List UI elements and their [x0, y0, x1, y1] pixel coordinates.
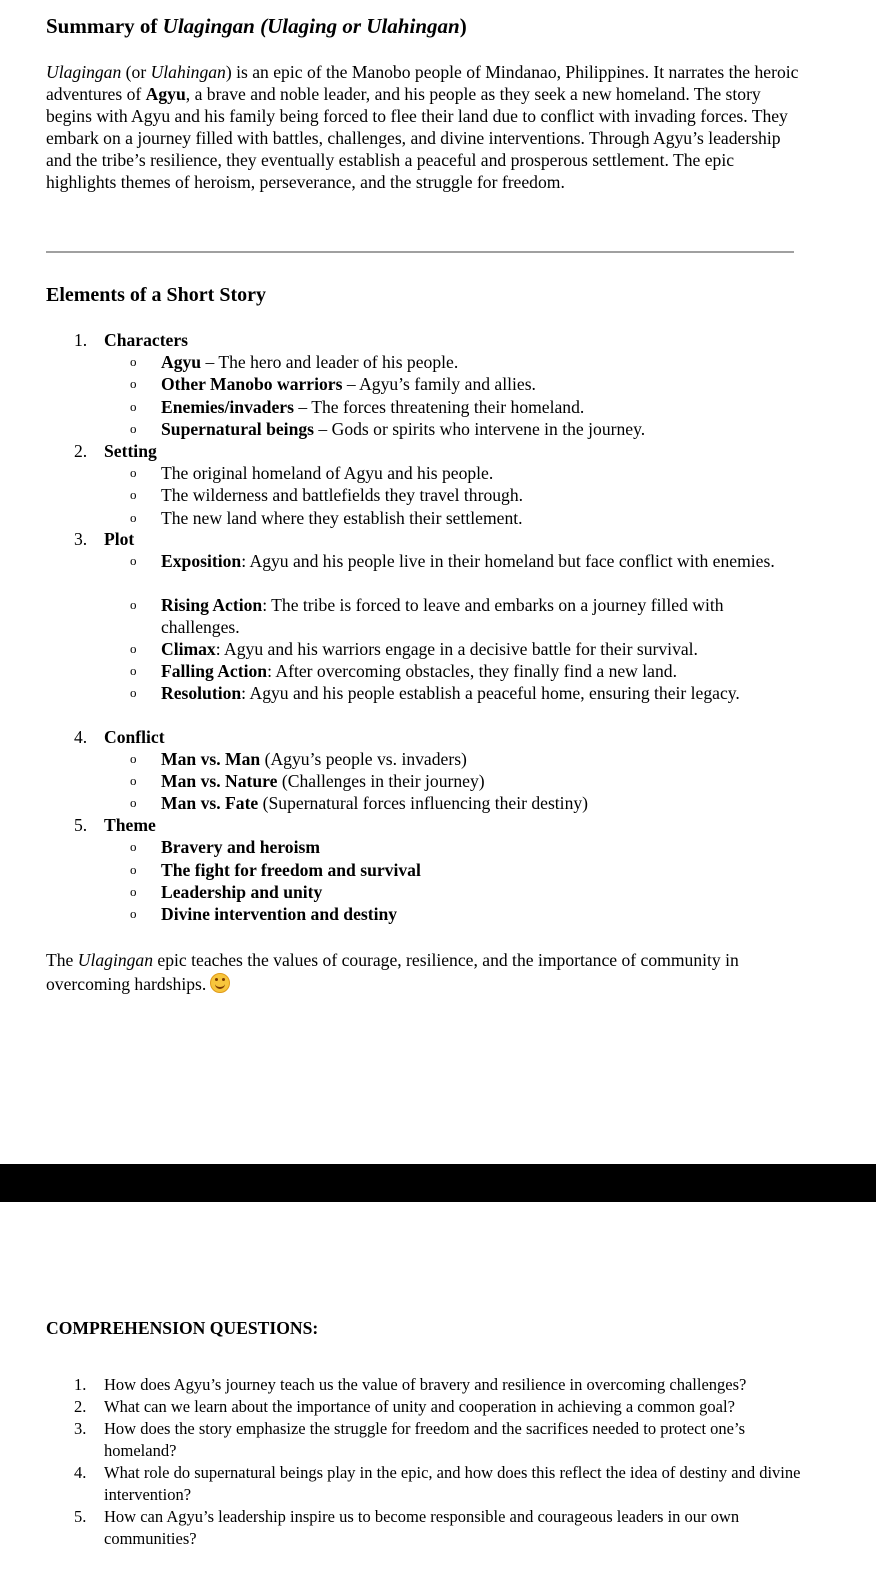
closing-paragraph: The Ulagingan epic teaches the values of courage, resilience, and the importance of community in overcoming hardships. — [46, 950, 739, 994]
list-item: Enemies/invaders – The forces threatening their homeland. — [161, 397, 585, 417]
list-item: Other Manobo warriors – Agyu’s family and allies. — [161, 374, 536, 394]
bullet-icon: o — [130, 795, 137, 810]
list-item: Resolution: Agyu and his people establish a peaceful home, ensuring their legacy. — [161, 683, 740, 703]
bullet-icon: o — [130, 487, 137, 502]
section-number: 2. — [74, 441, 88, 461]
bullet-icon: o — [130, 751, 137, 766]
list-item: Climax: Agyu and his warriors engage in a decisive battle for their survival. — [161, 639, 698, 659]
list-item: The original homeland of Agyu and his people. — [161, 463, 494, 483]
question-item: What role do supernatural beings play in the epic, and how does this reflect the idea of destiny and divine intervention? — [104, 1463, 801, 1504]
list-item: Agyu – The hero and leader of his people. — [161, 352, 459, 372]
bullet-icon: o — [130, 685, 137, 700]
section-title: Characters — [104, 330, 189, 350]
horizontal-divider — [46, 251, 794, 253]
list-item: Exposition: Agyu and his people live in their homeland but face conflict with enemies. — [161, 551, 775, 571]
list-item: The new land where they establish their settlement. — [161, 508, 523, 528]
bullet-icon: o — [130, 773, 137, 788]
question-number: 3. — [74, 1419, 87, 1438]
document-title: Summary of Ulagingan (Ulaging or Ulahingan) — [46, 14, 467, 38]
section-number: 3. — [74, 529, 88, 549]
elements-heading: Elements of a Short Story — [46, 284, 266, 306]
bullet-icon: o — [130, 553, 137, 568]
list-item: Bravery and heroism — [161, 837, 320, 857]
bullet-icon: o — [130, 641, 137, 656]
bullet-icon: o — [130, 862, 137, 877]
section-title: Plot — [104, 529, 135, 549]
list-item: Supernatural beings – Gods or spirits who intervene in the journey. — [161, 419, 646, 439]
summary-paragraph: Ulagingan (or Ulahingan) is an epic of the Manobo people of Mindanao, Philippines. It narrates the heroic adventures of Agyu, a brave and noble leader, and his people as they seek a new homeland. The story begins with Agyu and his family being forced to flee their land due to conflict with invading forces. They embark on a journey filled with battles, challenges, and divine interventions. Through Agyu’s leadership and the tribe’s resilience, they eventually establish a peaceful and prosperous settlement. The epic highlights themes of heroism, perseverance, and the struggle for freedom. — [46, 62, 799, 192]
list-item: Man vs. Man (Agyu’s people vs. invaders) — [161, 749, 467, 769]
question-item: How does the story emphasize the struggle for freedom and the sacrifices needed to protect one’s homeland? — [104, 1419, 745, 1460]
section-title: Theme — [104, 815, 156, 835]
bullet-icon: o — [130, 884, 137, 899]
bullet-icon: o — [130, 354, 137, 369]
bullet-icon: o — [130, 597, 137, 612]
list-item: Rising Action: The tribe is forced to leave and embarks on a journey filled with challenges. — [161, 595, 724, 637]
black-band — [0, 1164, 876, 1202]
section-title: Conflict — [104, 727, 165, 747]
question-number: 5. — [74, 1507, 87, 1526]
list-item: The wilderness and battlefields they travel through. — [161, 485, 524, 505]
question-item: How does Agyu’s journey teach us the value of bravery and resilience in overcoming challenges? — [104, 1375, 747, 1394]
list-item: Divine intervention and destiny — [161, 904, 398, 924]
question-number: 2. — [74, 1397, 87, 1416]
bullet-icon: o — [130, 421, 137, 436]
list-item: Man vs. Nature (Challenges in their journey) — [161, 771, 485, 791]
bullet-icon: o — [130, 510, 137, 525]
question-item: What can we learn about the importance of unity and cooperation in achieving a common goal? — [104, 1397, 735, 1416]
questions-heading: COMPREHENSION QUESTIONS: — [46, 1318, 319, 1338]
list-item: The fight for freedom and survival — [161, 860, 421, 880]
question-number: 4. — [74, 1463, 87, 1482]
list-item: Leadership and unity — [161, 882, 323, 902]
bullet-icon: o — [130, 906, 137, 921]
bullet-icon: o — [130, 399, 137, 414]
section-number: 4. — [74, 727, 88, 747]
list-item: Man vs. Fate (Supernatural forces influencing their destiny) — [161, 793, 589, 813]
bullet-icon: o — [130, 376, 137, 391]
question-number: 1. — [74, 1375, 87, 1394]
section-title: Setting — [104, 441, 157, 461]
section-number: 5. — [74, 815, 88, 835]
bullet-icon: o — [130, 465, 137, 480]
question-item: How can Agyu’s leadership inspire us to become responsible and courageous leaders in our own communities? — [104, 1507, 740, 1548]
bullet-icon: o — [130, 839, 137, 854]
bullet-icon: o — [130, 663, 137, 678]
smiling-face-icon — [210, 973, 230, 993]
list-item: Falling Action: After overcoming obstacles, they finally find a new land. — [161, 661, 677, 681]
section-number: 1. — [74, 330, 88, 350]
